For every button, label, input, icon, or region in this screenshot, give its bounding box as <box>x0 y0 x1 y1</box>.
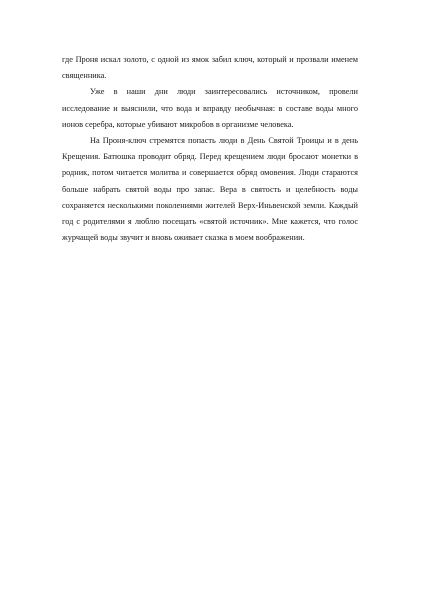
paragraph-3: На Проня-ключ стремятся попасть люди в День Святой Троицы и в день Крещения. Батюшка проводит обряд. Перед крещением люди бросают монетки в родник, потом читается молитва и совершается обряд омовения. Люди стараются больше набрать святой воды про запас. Вера в святость и целебность воды сохраняется несколькими поколениями жителей Верх-Иньвенской земли. Каждый год с родителями я люблю посещать «святой источник». Мне кажется, что голос журчащей воды звучит и вновь оживает сказка в моем воображении. <box>62 136 358 243</box>
paragraph-2: Уже в наши дни люди заинтересовались источником, провели исследование и выяснили, что вода и вправду необычная: в составе воды много ионов серебра, которые убивают микробов в организме человека. <box>62 87 358 129</box>
document-body <box>62 52 358 246</box>
paragraph-1: где Проня искал золото, с одной из ямок забил ключ, который и прозвали именем священника. <box>62 55 358 81</box>
